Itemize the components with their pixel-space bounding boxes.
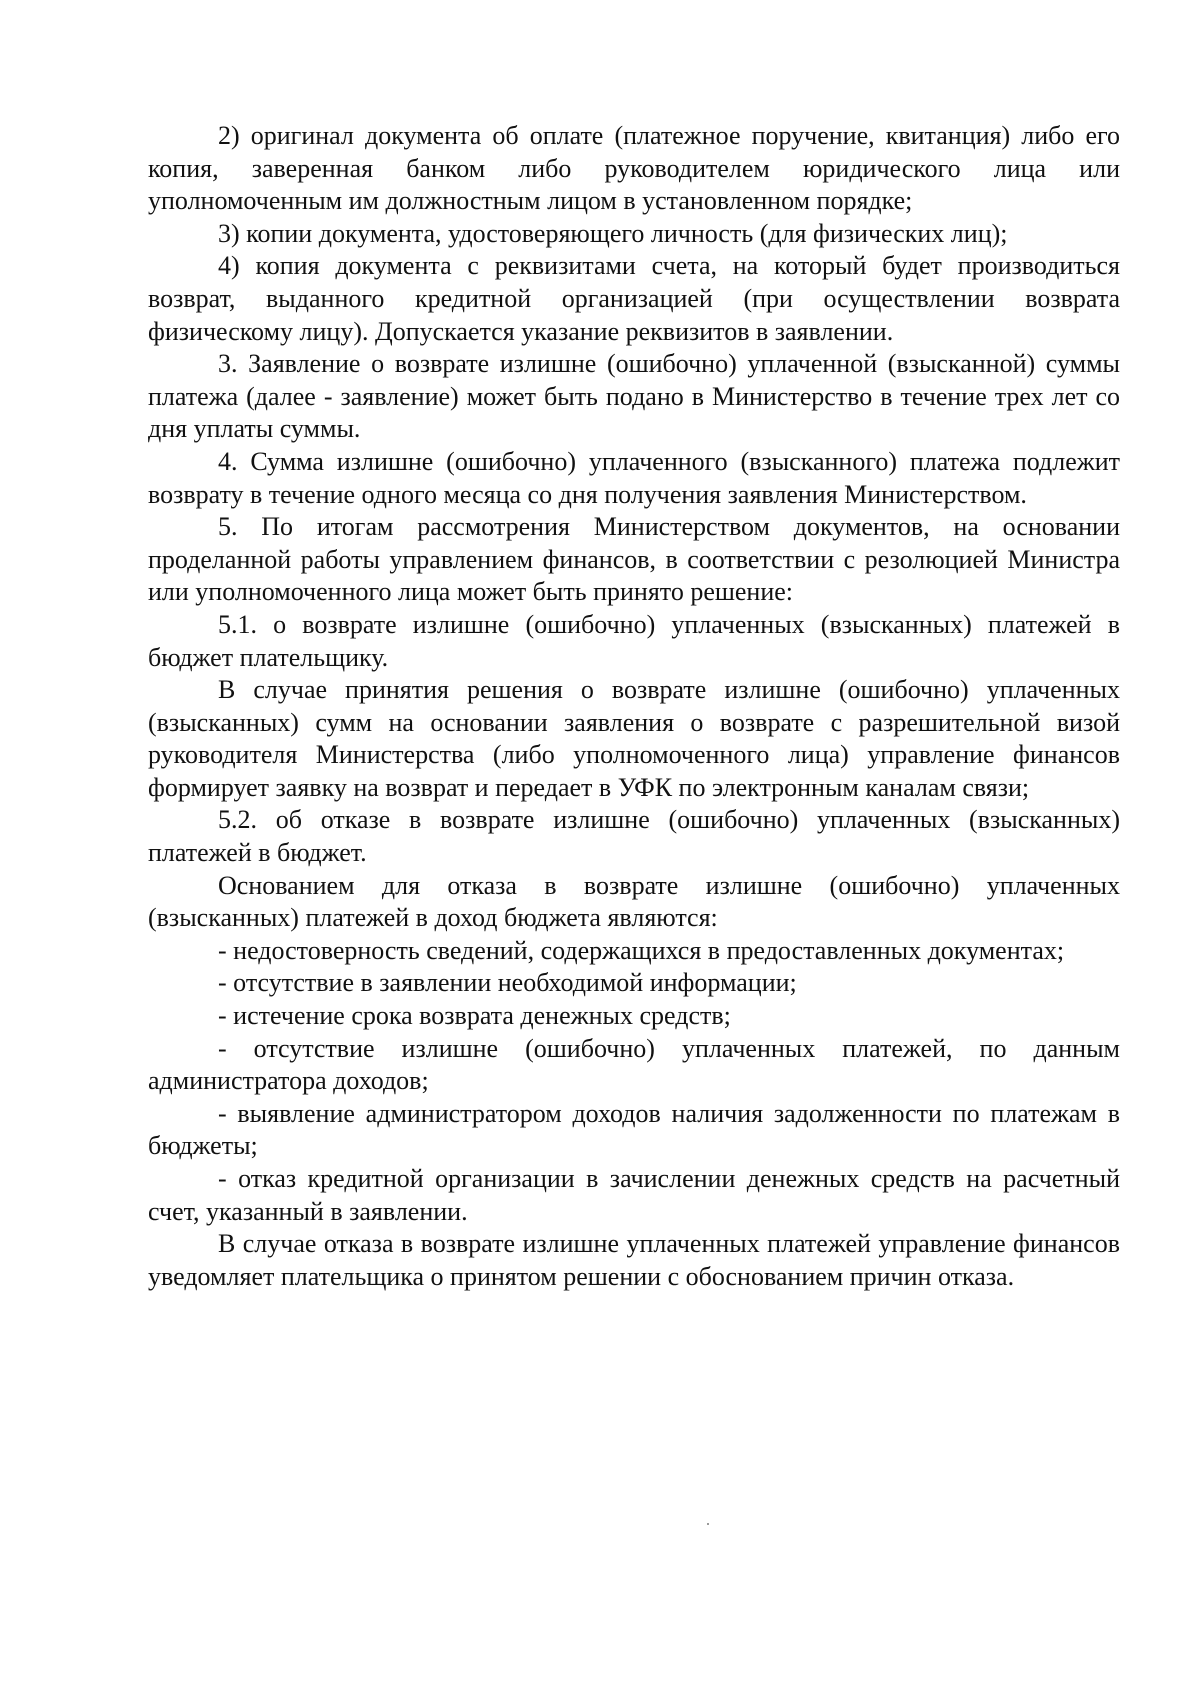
list-item-unreliable-information: - недостоверность сведений, содержащихся в предоставленных документах; (218, 935, 1065, 965)
document-body (148, 120, 1120, 1293)
list-item-bank-refusal: - отказ кредитной организации в зачислении денежных средств на расчетный счет, указанный в заявлении. (148, 1164, 1120, 1226)
paragraph-section-5-decision: 5. По итогам рассмотрения Министерством документов, на основании проделанной работы управлением финансов, в соответствии с резолюцией Министра или уполномоченного лица может быть принято решение: (148, 512, 1120, 607)
paragraph-item-2-original-payment-document: 2) оригинал документа об оплате (платежное поручение, квитанция) либо его копия, заверенная банком либо руководителем юридического лица или уполномоченным им должностным лицом в установленном порядке; (148, 121, 1120, 216)
paragraph-section-5-2-refusal: 5.2. об отказе в возврате излишне (ошибочно) уплаченных (взысканных) платежей в бюджет. (148, 805, 1120, 868)
paragraph-item-4-bank-account-details: 4) копия документа с реквизитами счета, на который будет производиться возврат, выданного кредитной организацией (при осуществлении возврата физическому лицу). Допускается указание реквизитов в заявлении. (148, 251, 1120, 346)
list-item-missing-information: - отсутствие в заявлении необходимой информации; (218, 968, 797, 998)
paragraph-refusal-notification: В случае отказа в возврате излишне уплаченных платежей управление финансов уведомляет плательщика о принятом решении с обоснованием причин отказа. (148, 1229, 1120, 1291)
paragraph-refusal-grounds-intro: Основанием для отказа в возврате излишне (ошибочно) уплаченных (взысканных) платежей в доход бюджета являются: (148, 870, 1120, 933)
paragraph-refund-procedure: В случае принятия решения о возврате излишне (ошибочно) уплаченных (взысканных) сумм на основании заявления о возврате с разрешительной визой руководителя Министерства (либо уполномоченного лица) управление финансов формирует заявку на возврат и передает в УФК по электронным каналам связи; (148, 675, 1120, 802)
paragraph-item-3-identity-document-copy: 3) копии документа, удостоверяющего личность (для физических лиц); (218, 218, 1008, 248)
paragraph-section-5-1-refund: 5.1. о возврате излишне (ошибочно) уплаченных (взысканных) платежей в бюджет плательщику. (148, 609, 1120, 672)
list-item-no-overpayment: - отсутствие излишне (ошибочно) уплаченных платежей, по данным администратора доходов; (148, 1033, 1120, 1096)
paragraph-section-4-refund-term: 4. Сумма излишне (ошибочно) уплаченного (взысканного) платежа подлежит возврату в течение одного месяца со дня получения заявления Министерством. (148, 446, 1120, 509)
paragraph-section-3-application-term: 3. Заявление о возврате излишне (ошибочно) уплаченной (взысканной) суммы платежа (далее - заявление) может быть подано в Министерство в течение трех лет со дня уплаты суммы. (148, 349, 1120, 444)
list-item-debt-detected: - выявление администратором доходов наличия задолженности по платежам в бюджеты; (148, 1098, 1120, 1161)
list-item-term-expired: - истечение срока возврата денежных средств; (218, 1001, 731, 1031)
scan-speck (707, 1523, 709, 1525)
